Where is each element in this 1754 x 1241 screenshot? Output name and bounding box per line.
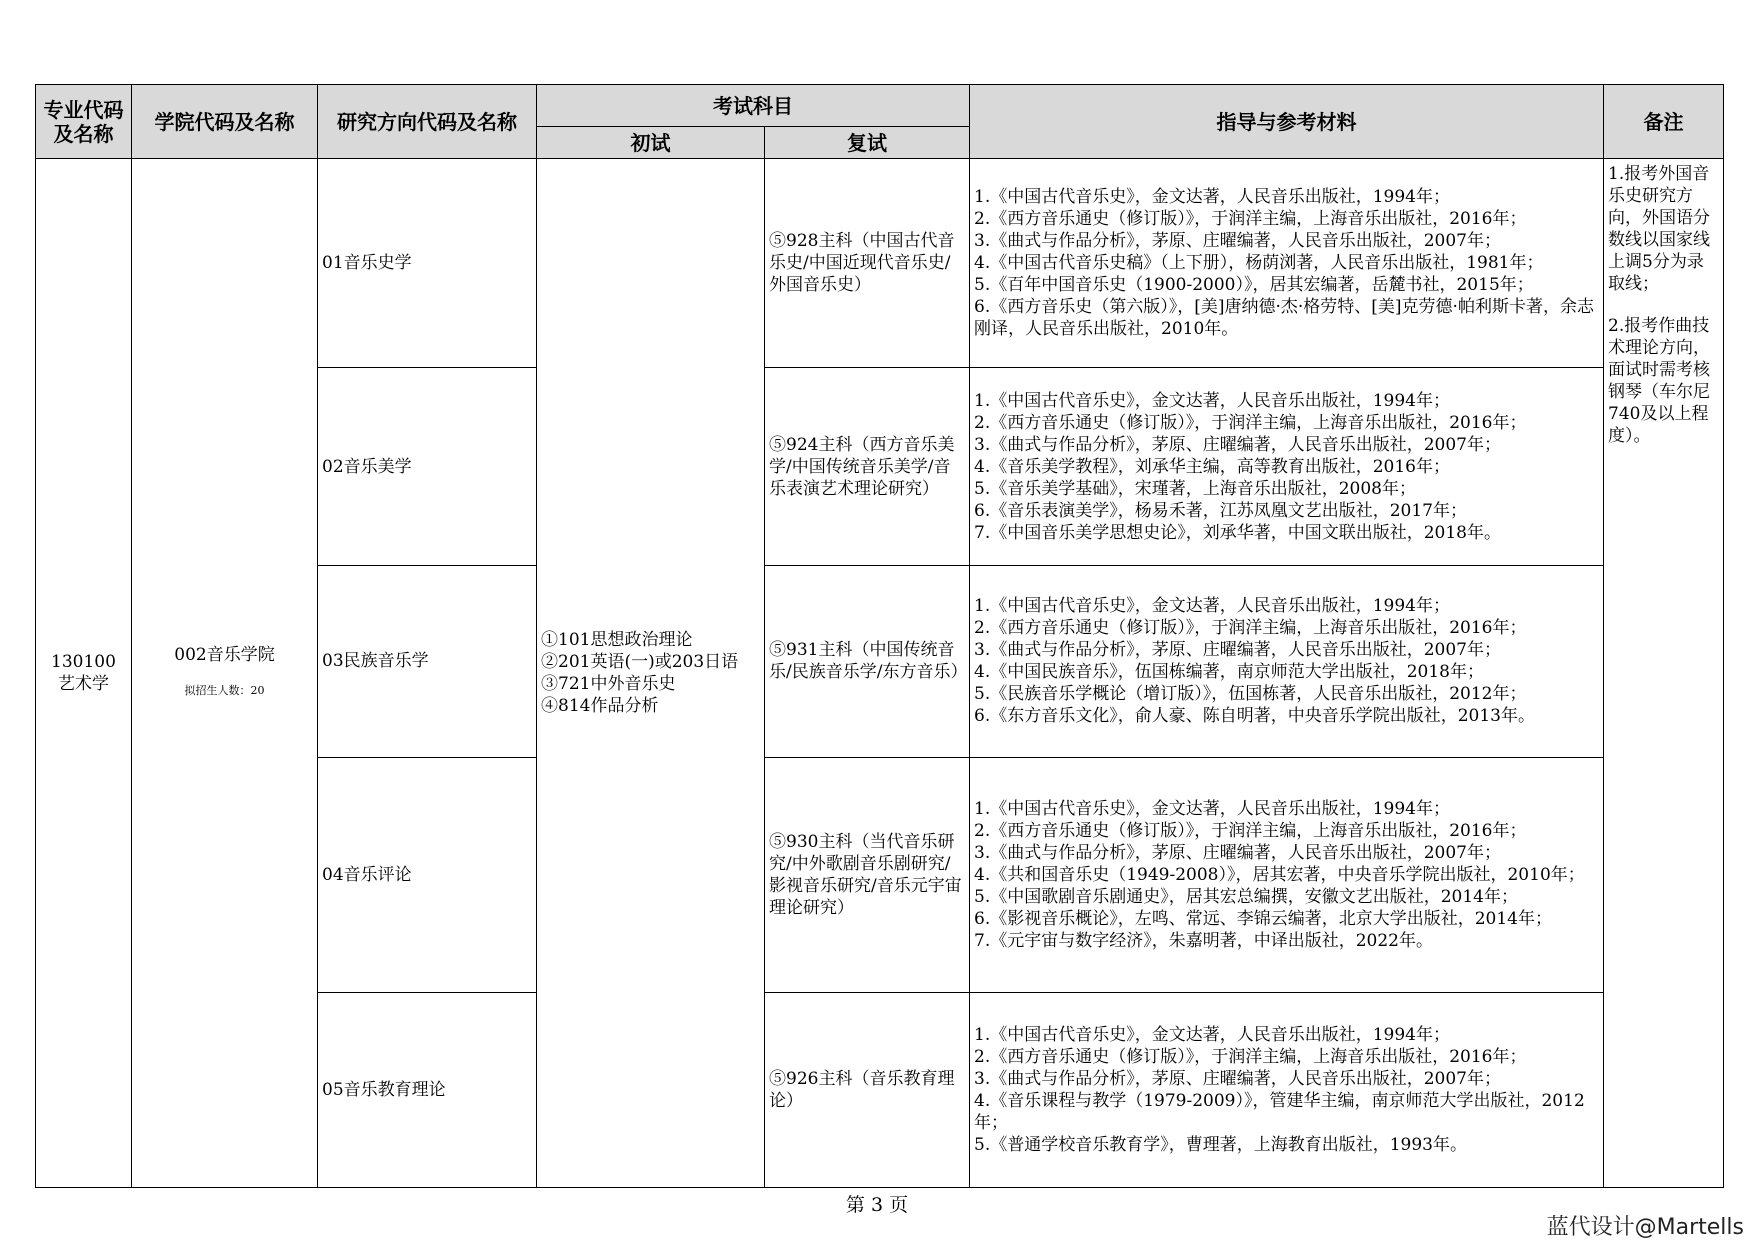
header-direction: 研究方向代码及名称 — [318, 85, 537, 159]
ref-item: 6.《东方音乐文化》，俞人豪、陈自明著，中央音乐学院出版社，2013年。 — [974, 706, 1535, 727]
ref-item: 7.《中国音乐美学思想史论》，刘承华著，中国文联出版社，2018年。 — [974, 522, 1501, 543]
prelim-subject: ②201英语(一)或203日语 — [541, 652, 739, 673]
retest-cell: ⑤931主科（中国传统音乐/民族音乐学/东方音乐） — [765, 566, 970, 757]
ref-item: 5.《普通学校音乐教育学》，曹理著，上海教育出版社，1993年。 — [974, 1134, 1467, 1155]
ref-item: 3.《曲式与作品分析》，茅原、庄曜编著，人民音乐出版社，2007年； — [974, 1068, 1501, 1089]
header-notes: 备注 — [1604, 85, 1724, 159]
direction-cell: 04音乐评论 — [318, 757, 537, 992]
ref-item: 4.《中国民族音乐》，伍国栋编著，南京师范大学出版社，2018年； — [974, 662, 1484, 683]
retest-cell: ⑤930主科（当代音乐研究/中外歌剧音乐剧研究/影视音乐研究/音乐元宇宙理论研究） — [765, 757, 970, 992]
note-item: 1.报考外国音乐史研究方向，外国语分数线以国家线上调5分为录取线； — [1608, 164, 1710, 295]
prelim-subject: ③721中外音乐史 — [541, 674, 676, 695]
header-refs: 指导与参考材料 — [970, 85, 1604, 159]
major-name: 艺术学 — [58, 674, 109, 695]
ref-item: 2.《西方音乐通史（修订版）》，于润洋主编，上海音乐出版社，2016年； — [974, 618, 1527, 639]
retest-cell: ⑤924主科（西方音乐美学/中国传统音乐美学/音乐表演艺术理论研究） — [765, 368, 970, 566]
ref-item: 5.《音乐美学基础》，宋瑾著，上海音乐出版社，2008年； — [974, 478, 1416, 499]
ref-item: 4.《共和国音乐史（1949-2008）》，居其宏著，中央音乐学院出版社，2010年； — [974, 864, 1585, 885]
page-number: 第 3 页 — [845, 1194, 909, 1216]
ref-item: 3.《曲式与作品分析》，茅原、庄曜编著，人民音乐出版社，2007年； — [974, 842, 1501, 863]
college-name: 002音乐学院 — [174, 645, 275, 666]
refs-cell — [970, 368, 1604, 566]
college-cell — [132, 159, 318, 1188]
ref-item: 4.《音乐美学教程》，刘承华主编，高等教育出版社，2016年； — [974, 456, 1450, 477]
ref-item: 1.《中国古代音乐史》，金文达著，人民音乐出版社，1994年； — [974, 1024, 1450, 1045]
ref-item: 4.《中国古代音乐史稿》（上下册），杨荫浏著，人民音乐出版社，1981年； — [974, 253, 1544, 274]
major-cell — [36, 159, 132, 1188]
ref-item: 5.《百年中国音乐史（1900-2000）》，居其宏编著，岳麓书社，2015年； — [974, 275, 1534, 296]
ref-item: 7.《元宇宙与数字经济》，朱嘉明著，中译出版社，2022年。 — [974, 930, 1433, 951]
header-exam: 考试科目 — [537, 85, 970, 127]
direction-cell: 05音乐教育理论 — [318, 992, 537, 1187]
header-major: 专业代码及名称 — [36, 85, 132, 159]
refs-cell — [970, 566, 1604, 757]
ref-item: 1.《中国古代音乐史》，金文达著，人民音乐出版社，1994年； — [974, 596, 1450, 617]
ref-item: 2.《西方音乐通史（修订版）》，于润洋主编，上海音乐出版社，2016年； — [974, 209, 1527, 230]
ref-item: 5.《中国歌剧音乐剧通史》，居其宏总编撰，安徽文艺出版社，2014年； — [974, 886, 1518, 907]
major-code: 130100 — [51, 652, 116, 673]
ref-item: 5.《民族音乐学概论（增订版）》，伍国栋著，人民音乐出版社，2012年； — [974, 684, 1527, 705]
refs-cell — [970, 159, 1604, 368]
ref-item: 2.《西方音乐通史（修订版）》，于润洋主编，上海音乐出版社，2016年； — [974, 820, 1527, 841]
note-item: 2.报考作曲技术理论方向，面试时需考核钢琴（车尔尼740及以上程度）。 — [1608, 316, 1710, 447]
ref-item: 1.《中国古代音乐史》，金文达著，人民音乐出版社，1994年； — [974, 798, 1450, 819]
notes-cell — [1604, 159, 1724, 1188]
ref-item: 1.《中国古代音乐史》，金文达著，人民音乐出版社，1994年； — [974, 390, 1450, 411]
ref-item: 4.《音乐课程与教学（1979-2009）》，管建华主编，南京师范大学出版社，2012年； — [974, 1090, 1585, 1133]
header-college: 学院代码及名称 — [132, 85, 318, 159]
header-retest: 复试 — [765, 127, 970, 159]
prelim-cell — [537, 159, 765, 1188]
ref-item: 6.《西方音乐史（第六版）》，[美]唐纳德·杰·格劳特、[美]克劳德·帕利斯卡著，余志刚译，人民音乐出版社，2010年。 — [974, 297, 1594, 340]
ref-item: 2.《西方音乐通史（修订版）》，于润洋主编，上海音乐出版社，2016年； — [974, 1046, 1527, 1067]
ref-item: 3.《曲式与作品分析》，茅原、庄曜编著，人民音乐出版社，2007年； — [974, 231, 1501, 252]
refs-cell — [970, 992, 1604, 1187]
header-prelim: 初试 — [537, 127, 765, 159]
direction-cell: 03民族音乐学 — [318, 566, 537, 757]
ref-item: 2.《西方音乐通史（修订版）》，于润洋主编，上海音乐出版社，2016年； — [974, 412, 1527, 433]
ref-item: 3.《曲式与作品分析》，茅原、庄曜编著，人民音乐出版社，2007年； — [974, 434, 1501, 455]
retest-cell: ⑤926主科（音乐教育理论） — [765, 992, 970, 1187]
direction-cell: 01音乐史学 — [318, 159, 537, 368]
ref-item: 3.《曲式与作品分析》，茅原、庄曜编著，人民音乐出版社，2007年； — [974, 640, 1501, 661]
admissions-table — [35, 84, 1724, 1188]
watermark: 蓝代设计@Martells — [1546, 1215, 1744, 1240]
ref-item: 6.《音乐表演美学》，杨易禾著，江苏凤凰文艺出版社，2017年； — [974, 500, 1467, 521]
direction-cell: 02音乐美学 — [318, 368, 537, 566]
prelim-subject: ①101思想政治理论 — [541, 630, 693, 651]
college-quota: 拟招生人数：20 — [184, 684, 265, 698]
ref-item: 1.《中国古代音乐史》，金文达著，人民音乐出版社，1994年； — [974, 187, 1450, 208]
ref-item: 6.《影视音乐概论》，左鸣、常远、李锦云编著，北京大学出版社，2014年； — [974, 908, 1552, 929]
refs-cell — [970, 757, 1604, 992]
prelim-subject: ④814作品分析 — [541, 696, 659, 717]
retest-cell: ⑤928主科（中国古代音乐史/中国近现代音乐史/外国音乐史） — [765, 159, 970, 368]
